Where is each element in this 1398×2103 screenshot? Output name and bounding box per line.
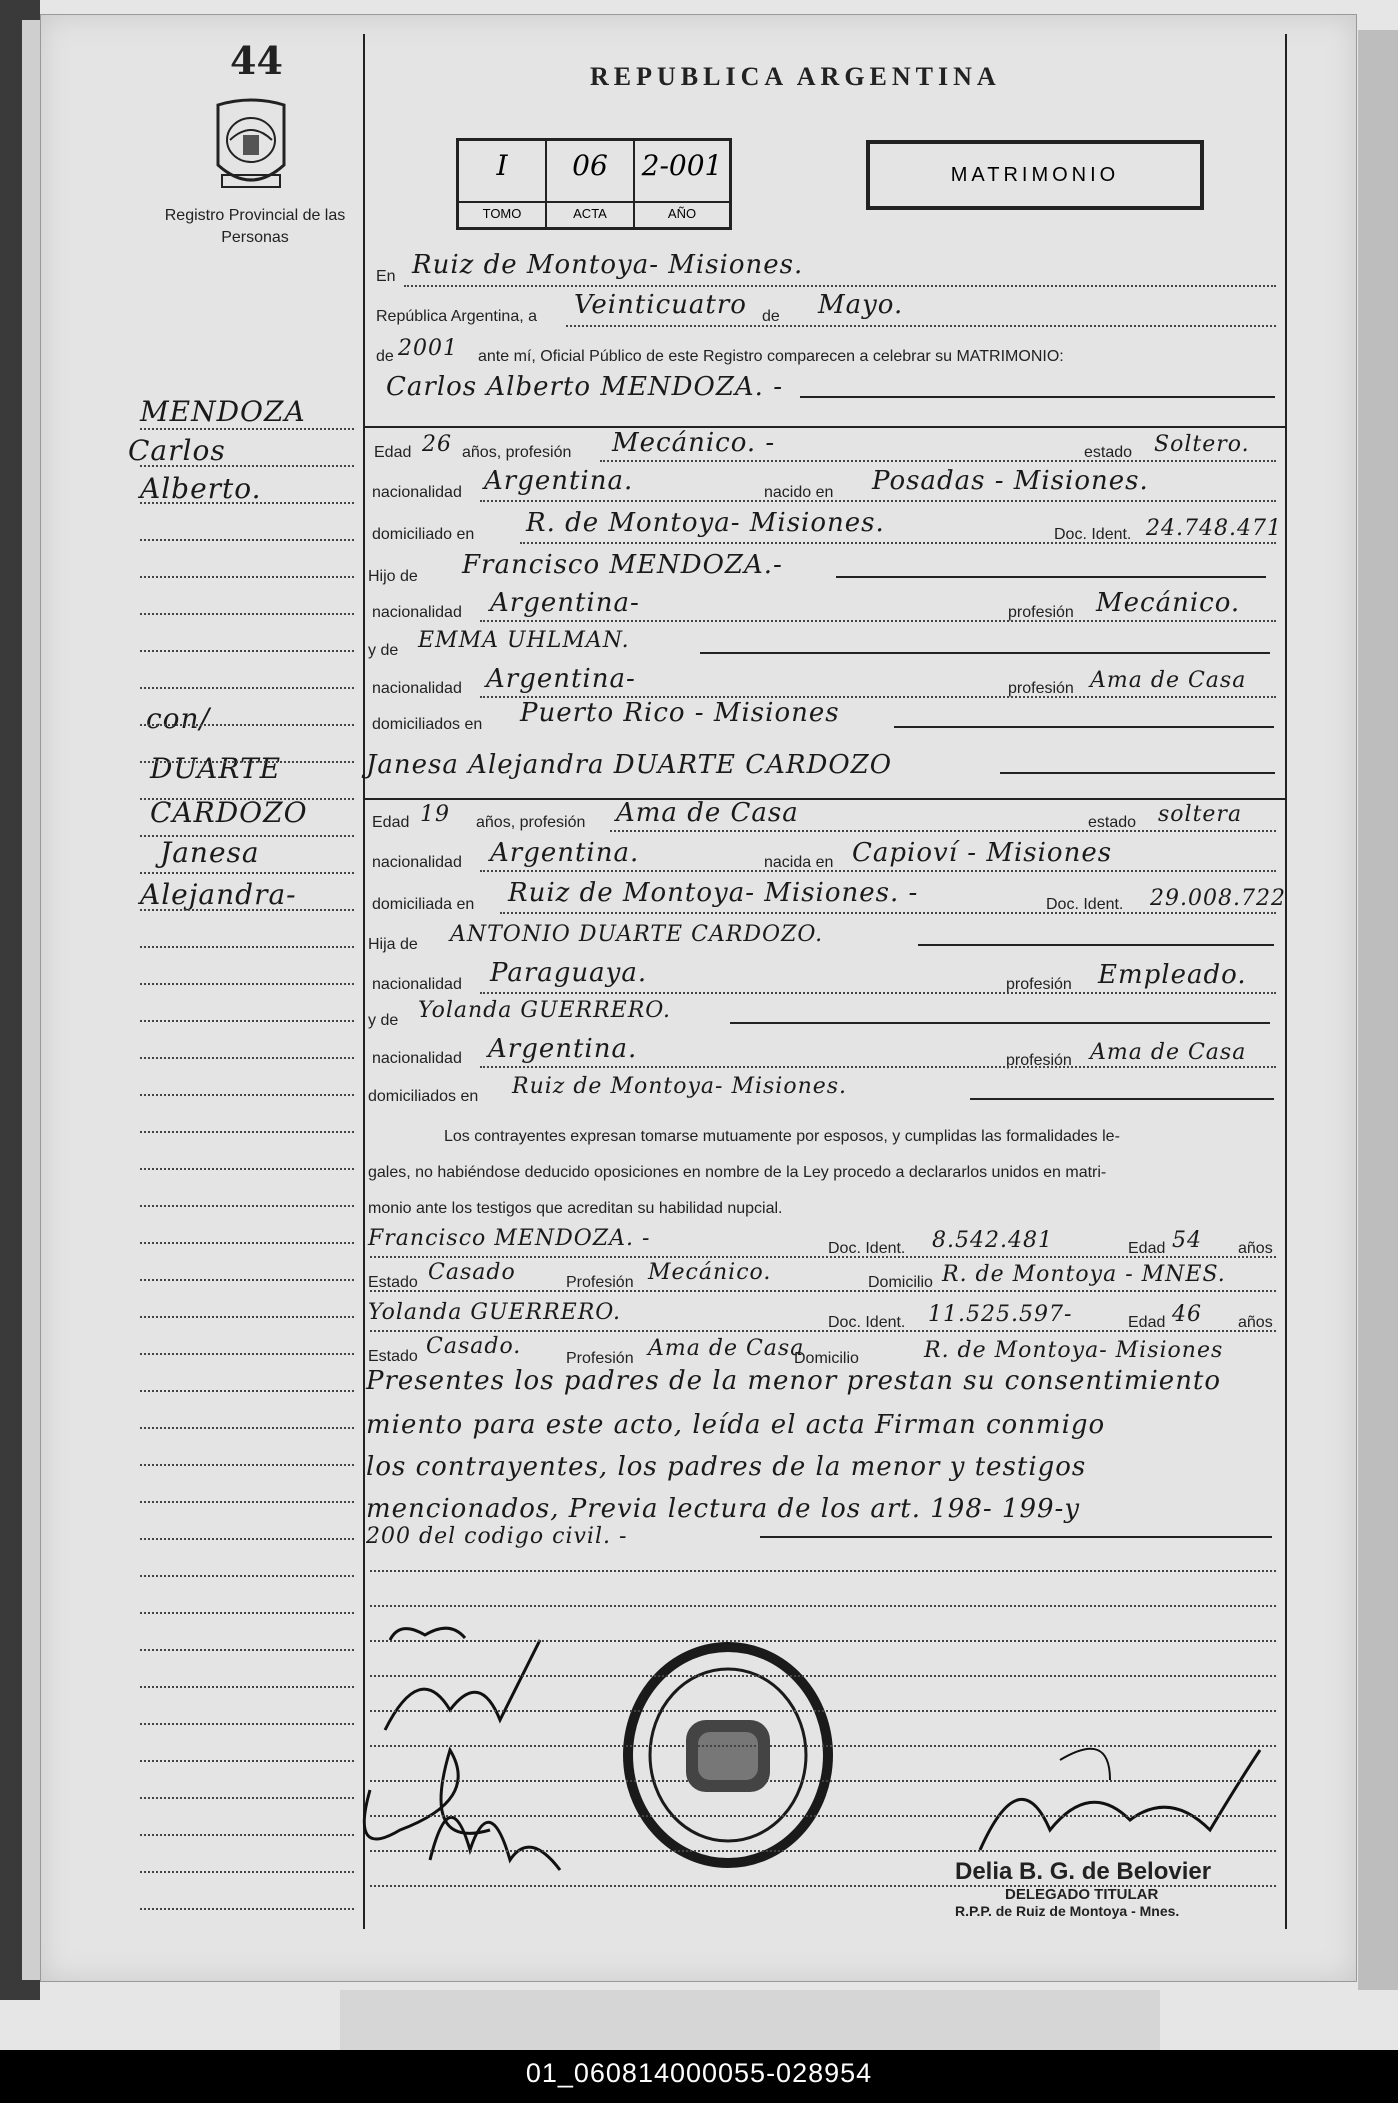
groom-father-profession: Mecánico. [1096,588,1241,618]
ruled-line [140,835,354,837]
dotted-line [370,1256,1276,1258]
margin-bride-surname-1: DUARTE [150,752,282,785]
ruled-line [370,1605,1276,1607]
ruled-line [140,1316,354,1318]
official-office: R.P.P. de Ruiz de Montoya - Mnes. [955,1903,1180,1919]
groom-profession: Mecánico. - [612,428,776,458]
dotted-line [370,1330,1276,1332]
witness-2-prof-label: Profesión [566,1350,634,1367]
fill-line [700,652,1270,654]
ruled-line [370,1675,1276,1677]
witness-1-age: 54 [1172,1228,1202,1253]
dotted-line [566,325,1276,327]
witness-2-address: R. de Montoya- Misiones [924,1338,1224,1363]
ruled-line [140,613,354,615]
ruled-line [140,1760,354,1762]
bride-birthplace: Capioví - Misiones [852,838,1113,868]
dotted-line [480,620,1276,622]
book-page-edges [22,20,42,1980]
bride-father-nationality: Paraguaya. [490,958,648,988]
ruled-line [140,465,354,467]
witness-2-age: 46 [1172,1302,1202,1327]
statement: ante mí, Oficial Público de este Registro comparecen a celebrar su MATRIMONIO: [478,348,1064,365]
groom-doc-label: Doc. Ident. [1054,526,1132,543]
witness-1-profession: Mecánico. [648,1260,772,1285]
margin-bride-name-2: Alejandra- [140,878,297,911]
witness-1-edad-label: Edad [1128,1240,1166,1257]
tomo-cell [459,141,547,227]
ruled-line [140,724,354,726]
ruled-line [370,1710,1276,1712]
day-value: Veinticuatro [574,290,747,320]
groom-mother: EMMA UHLMAN. [418,628,630,653]
groom-edad-label: Edad [374,444,412,461]
signature-groom-icon [330,1600,570,1920]
witness-2-profession: Ama de Casa [648,1336,805,1361]
witness-1-name: Francisco MENDOZA. - [368,1226,651,1251]
section-rule [363,798,1285,800]
registry-name: Registro Provincial de las Personas [164,207,346,246]
bride-mother-profession: Ama de Casa [1090,1040,1247,1065]
bride-mother-nationality: Argentina. [488,1034,638,1064]
ruled-line [140,1279,354,1281]
groom-estado-label: estado [1084,444,1133,461]
declaration-line-2: gales, no habiéndose deducido oposiciones en nombre de la Ley procedo a declararlos unidos en matri- [368,1164,1107,1181]
fill-line [760,1536,1272,1538]
dotted-line [404,285,1276,287]
ruled-line [140,1168,354,1170]
ruled-line [140,909,354,911]
dotted-line [370,1290,1276,1292]
section-rule [363,426,1285,428]
bride-nationality: Argentina. [490,838,640,868]
acta-label: ACTA [547,201,633,221]
bride-edad-label: Edad [372,814,410,831]
witness-2-doc: 11.525.597- [928,1302,1073,1327]
ruled-line [140,1427,354,1429]
acta-value: 06 [572,149,608,182]
fill-line [730,1022,1270,1024]
ruled-line [140,1649,354,1651]
ruled-line [140,1723,354,1725]
place-value: Ruiz de Montoya- Misiones. [412,250,804,280]
groom-father-nac-label: nacionalidad [372,604,462,621]
country-title: REPUBLICA ARGENTINA [590,62,1001,91]
ruled-line [140,502,354,504]
ruled-line [140,1057,354,1059]
ruled-line [140,539,354,541]
bride-mother: Yolanda GUERRERO. [418,998,672,1023]
margin-groom-surname: MENDOZA [140,395,306,428]
month-value: Mayo. [818,290,904,320]
ruled-line [140,983,354,985]
witness-2-anos-label: años [1238,1314,1273,1331]
witness-1-doc: 8.542.481 [932,1228,1053,1253]
dotted-line [520,542,1276,544]
ruled-line [140,1020,354,1022]
note-line-4: mencionados, Previa lectura de los art. 198- 199-y [366,1494,1081,1524]
groom-mother-nationality: Argentina- [486,664,636,694]
official-title: DELEGADO TITULAR [1005,1886,1159,1903]
margin-groom-name-2: Alberto. [140,472,262,505]
declaration-line-1: Los contrayentes expresan tomarse mutuamente por esposos, y cumplidas las formalidades le- [444,1128,1120,1145]
bride-father-prof-label: profesión [1006,976,1072,993]
groom-mother-prof-label: profesión [1008,680,1074,697]
ruled-line [140,576,354,578]
groom-address: R. de Montoya- Misiones. [526,508,885,538]
bride-mother-nac-label: nacionalidad [372,1050,462,1067]
dotted-line [480,500,1276,502]
fill-line [970,1098,1274,1100]
dotted-line [600,460,1276,462]
ruled-line [370,1640,1276,1642]
groom-nacido-label: nacido en [764,484,834,501]
bride-doc-label: Doc. Ident. [1046,896,1124,913]
groom-doc: 24.748.471 [1146,516,1282,541]
year-value: 2001 [398,336,458,361]
bride-father-profession: Empleado. [1098,960,1247,990]
bride-age: 19 [420,802,450,827]
groom-father: Francisco MENDOZA.- [462,550,783,580]
ruled-line [140,798,354,800]
ruled-line [140,1908,354,1910]
margin-groom-name-1: Carlos [128,434,226,467]
tomo-label: TOMO [459,201,545,221]
anio-value: 2-001 [641,149,723,182]
witness-2-dom-label: Domicilio [794,1350,859,1367]
ruled-line [140,1464,354,1466]
fill-line [1000,772,1275,774]
ruled-line [140,872,354,874]
dotted-line [500,912,1276,914]
bride-profession-label: años, profesión [476,814,586,831]
ruled-line [140,1575,354,1577]
right-border [1285,34,1287,1929]
ruled-line [370,1745,1276,1747]
groom-father-nationality: Argentina- [490,588,640,618]
witness-1-address: R. de Montoya - MNES. [942,1262,1226,1287]
dotted-line [480,1066,1276,1068]
groom-hijo-label: Hijo de [368,568,418,585]
ruled-line [140,946,354,948]
groom-dom-label: domiciliado en [372,526,475,543]
acta-cell [547,141,635,227]
ruled-line [140,1353,354,1355]
groom-nationality: Argentina. [484,466,634,496]
ruled-line [140,761,354,763]
bride-estado-label: estado [1088,814,1137,831]
margin-connector: con/ [146,702,211,735]
bride-address: Ruiz de Montoya- Misiones. - [508,878,919,908]
note-line-1: Presentes los padres de la menor prestan su consentimiento [366,1366,1222,1396]
margin-bride-name-1: Janesa [160,836,260,869]
bride-full-name: Janesa Alejandra DUARTE CARDOZO [366,750,893,780]
ruled-line [140,428,354,430]
fill-line [918,944,1274,946]
bride-nac-label: nacionalidad [372,854,462,871]
note-line-5: 200 del codigo civil. - [366,1524,628,1549]
anio-cell [635,141,729,227]
tomo-value: I [496,149,508,182]
fill-line [800,396,1275,398]
witness-1-anos-label: años [1238,1240,1273,1257]
groom-parents-address: Puerto Rico - Misiones [520,698,840,728]
groom-nac-label: nacionalidad [372,484,462,501]
witness-2-doc-label: Doc. Ident. [828,1314,906,1331]
anio-label: AÑO [635,201,729,221]
groom-birthplace: Posadas - Misiones. [872,466,1149,496]
page-number: 44 [230,38,283,83]
fill-line [894,726,1274,728]
witness-2-status: Casado. [426,1334,522,1359]
witness-1-status: Casado [428,1260,516,1285]
bride-parents-address: Ruiz de Montoya- Misiones. [512,1074,848,1099]
en-label: En [376,268,396,285]
witness-1-doc-label: Doc. Ident. [828,1240,906,1257]
declaration-line-3: monio ante los testigos que acreditan su habilidad nupcial. [368,1200,783,1217]
republic-label: República Argentina, a [376,308,537,325]
ruled-line [370,1850,1276,1852]
dotted-line [480,992,1276,994]
bride-father-nac-label: nacionalidad [372,976,462,993]
groom-mother-profession: Ama de Casa [1090,668,1247,693]
bride-father: ANTONIO DUARTE CARDOZO. [450,922,824,947]
ruled-line [140,1834,354,1836]
ruled-line [140,1094,354,1096]
ruled-line [140,1131,354,1133]
groom-profession-label: años, profesión [462,444,572,461]
footer-code: 01_060814000055-028954 [525,2058,873,2088]
official-stamp [955,1858,1255,1919]
ruled-line [370,1885,1276,1887]
groom-yde-label: y de [368,642,399,659]
bride-profession: Ama de Casa [616,798,799,828]
bride-nacida-label: nacida en [764,854,834,871]
witness-2-estado-label: Estado [368,1348,418,1365]
act-type-box: MATRIMONIO [866,140,1204,210]
groom-full-name: Carlos Alberto MENDOZA. - [386,372,783,402]
province-crest-icon [210,95,292,195]
bride-status: soltera [1158,802,1243,827]
official-name: Delia B. G. de Belovier [955,1858,1212,1885]
witness-1-dom-label: Domicilio [868,1274,933,1291]
ruled-line [140,1612,354,1614]
bride-parents-dom-label: domiciliados en [368,1088,479,1105]
witness-2-name: Yolanda GUERRERO. [368,1300,622,1325]
ruled-line [140,1686,354,1688]
bride-doc: 29.008.722 [1150,886,1286,911]
ruled-line [370,1570,1276,1572]
witness-1-prof-label: Profesión [566,1274,634,1291]
ruled-line [140,1390,354,1392]
ruled-line [140,1538,354,1540]
witness-2-edad-label: Edad [1128,1314,1166,1331]
ruled-line [370,1815,1276,1817]
ruled-line [140,1797,354,1799]
dotted-line [610,830,1276,832]
bride-yde-label: y de [368,1012,399,1029]
margin-bride-surname-2: CARDOZO [150,796,308,829]
signature-official-icon [960,1720,1280,1880]
de-year-label: de [376,348,394,365]
fill-line [836,576,1266,578]
bride-hija-label: Hija de [368,936,418,953]
reference-box [456,138,732,230]
groom-parents-dom-label: domiciliados en [372,716,483,733]
groom-father-prof-label: profesión [1008,604,1074,621]
de-label: de [762,308,780,325]
ruled-line [140,1205,354,1207]
groom-age: 26 [422,432,452,457]
ruled-line [140,1871,354,1873]
dotted-line [480,870,1276,872]
paper-scrap [340,1990,1160,2052]
ruled-line [370,1780,1276,1782]
bride-mother-prof-label: profesión [1006,1052,1072,1069]
groom-mother-nac-label: nacionalidad [372,680,462,697]
ruled-line [140,1242,354,1244]
facing-page-edge [1358,30,1398,1990]
ruled-line [140,650,354,652]
bride-dom-label: domiciliada en [372,896,475,913]
witness-1-estado-label: Estado [368,1274,418,1291]
note-line-2: miento para este acto, leída el acta Firman conmigo [366,1410,1106,1440]
ruled-line [140,1501,354,1503]
note-line-3: los contrayentes, los padres de la menor y testigos [366,1452,1087,1482]
ruled-line [140,687,354,689]
groom-status: Soltero. [1154,432,1250,457]
